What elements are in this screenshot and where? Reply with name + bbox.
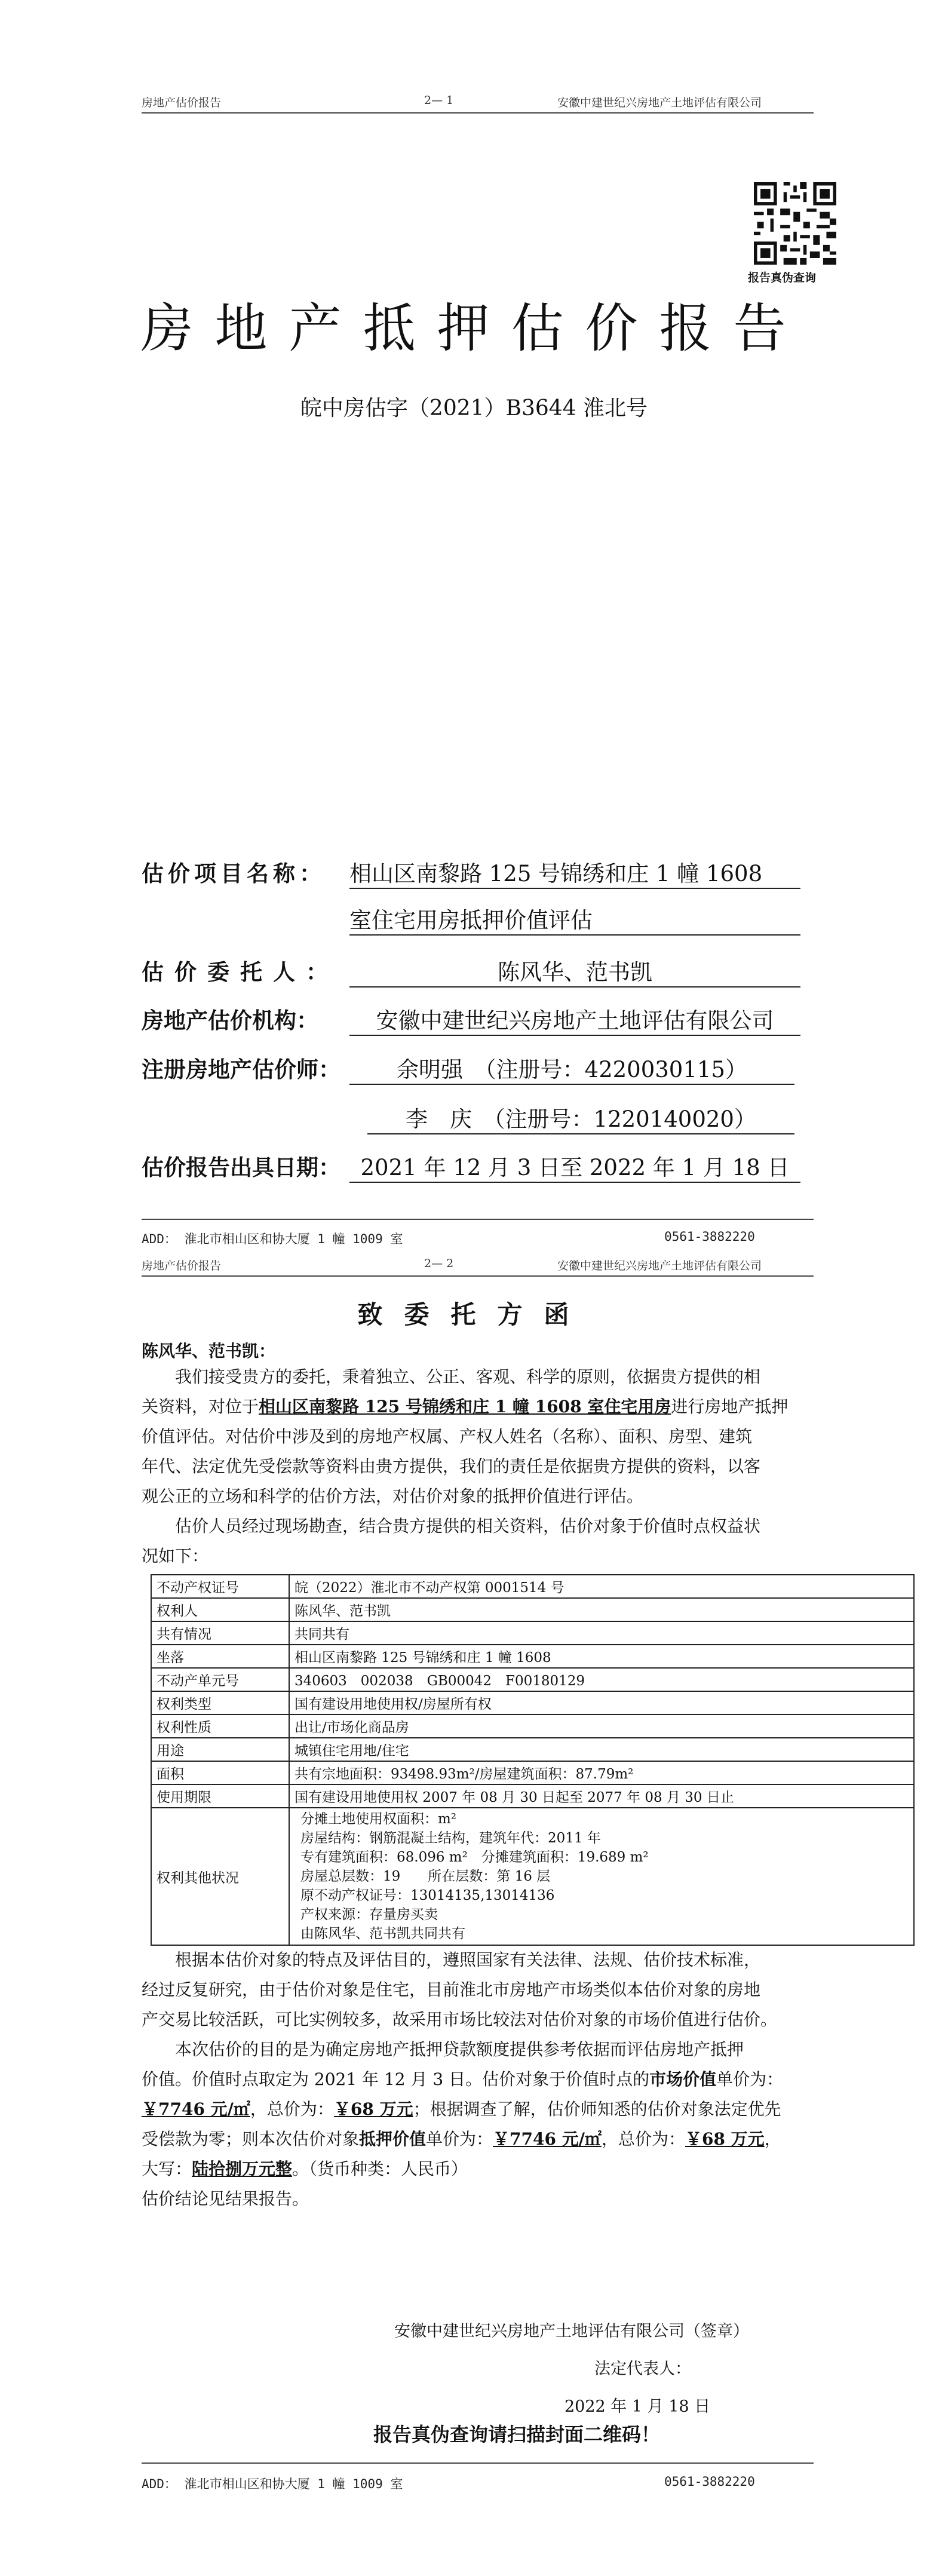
- mortgage-unit-price: ￥7746 元/㎡: [493, 2129, 602, 2149]
- table-key: 坐落: [151, 1645, 289, 1668]
- table-value: 340603 002038 GB00042 F00180129: [289, 1668, 914, 1691]
- table-row: [151, 1784, 914, 1808]
- para4-line4: 受偿款为零；则本次估价对象抵押价值单价为：￥7746 元/㎡，总价为：￥68 万元，: [142, 2129, 781, 2149]
- header-rule: [142, 112, 814, 114]
- table-value: 陈风华、范书凯: [289, 1598, 914, 1621]
- table-key: 不动产权证号: [151, 1575, 289, 1598]
- other-status-line: 原不动产权证号：13014135,13014136: [300, 1888, 555, 1903]
- appraiser-label: 注册房地产估价师：: [142, 1056, 340, 1082]
- footer-address: ADD： 淮北市相山区和协大厦 1 幢 1009 室: [142, 2477, 403, 2491]
- table-row: [151, 1598, 914, 1621]
- letter-paragraph-3: [142, 1945, 814, 2214]
- table-value: 皖（2022）淮北市不动产权第 0001514 号: [289, 1575, 914, 1598]
- para4-line5: 大写：陆拾捌万元整。（货币种类：人民币）: [142, 2159, 468, 2179]
- table-key: 用途: [151, 1738, 289, 1761]
- para1-line4: 年代、法定优先受偿款等资料由贵方提供，我们的责任是依据贵方提供的资料，以客: [142, 1456, 761, 1476]
- other-status-line: 分摊土地使用权面积：m²: [300, 1811, 457, 1827]
- para3-line3: 产交易比较活跃，可比实例较多，故采用市场比较法对估价对象的市场价值进行估价。: [142, 2010, 778, 2029]
- letter-paragraph-1: [142, 1362, 814, 1571]
- table-key: 共有情况: [151, 1621, 289, 1645]
- table-value: 共同共有: [289, 1621, 914, 1645]
- table-row: [151, 1621, 914, 1645]
- table-key: 不动产单元号: [151, 1668, 289, 1691]
- issue-date-value: 2021 年 12 月 3 日至 2022 年 1 月 18 日: [349, 1149, 800, 1183]
- agency-value: 安徽中建世纪兴房地产土地评估有限公司: [349, 1002, 800, 1036]
- report-title: 房地产抵押估价报告: [140, 298, 808, 359]
- market-value-label: 市场价值: [649, 2069, 717, 2089]
- table-row: [151, 1715, 914, 1738]
- issue-date-label: 估价报告出具日期：: [142, 1154, 340, 1180]
- table-row: [151, 1761, 914, 1784]
- para5: 估价结论见结果报告。: [142, 2189, 309, 2209]
- letter-title: 致委托方函: [357, 1300, 591, 1329]
- other-status-line: 专有建筑面积：68.096 m² 分摊建筑面积：19.689 m²: [300, 1850, 649, 1865]
- para1-line1: 我们接受贵方的委托，秉着独立、公正、客观、科学的原则，依据贵方提供的相: [175, 1367, 761, 1387]
- property-address: 相山区南黎路 125 号锦绣和庄 1 幢 1608 室住宅用房: [259, 1397, 671, 1416]
- table-value: 出让/市场化商品房: [289, 1715, 914, 1738]
- table-row: [151, 1738, 914, 1761]
- table-value: 国有建设用地使用权/房屋所有权: [289, 1691, 914, 1715]
- footer-rule: [142, 1219, 814, 1220]
- signature-company: 安徽中建世纪兴房地产土地评估有限公司（签章）: [394, 2322, 749, 2341]
- para4-line3: ￥7746 元/㎡，总价为：￥68 万元；根据调查了解，估价师知悉的估价对象法定优先: [142, 2099, 781, 2119]
- header-left: 房地产估价报告: [142, 1259, 222, 1272]
- table-key: 面积: [151, 1761, 289, 1784]
- table-value: 国有建设用地使用权 2007 年 08 月 30 日起至 2077 年 08 月 30 日止: [289, 1784, 914, 1808]
- rights-table: [151, 1574, 915, 1946]
- table-value: 共有宗地面积：93498.93m²/房屋建筑面积：87.79m²: [289, 1761, 914, 1784]
- appraiser-2: 李 庆 （注册号：1220140020）: [367, 1101, 794, 1134]
- table-row-other-status: [151, 1808, 914, 1945]
- para1-line3: 价值评估。对估价中涉及到的房地产权属、产权人姓名（名称）、面积、房型、建筑: [142, 1427, 753, 1446]
- table-row: [151, 1668, 914, 1691]
- para1-line5: 观公正的立场和科学的估价方法，对估价对象的抵押价值进行评估。: [142, 1486, 644, 1506]
- para2-line2: 况如下：: [142, 1546, 209, 1566]
- other-status-line: 房屋结构：钢筋混凝土结构，建筑年代：2011 年: [300, 1830, 601, 1846]
- para4-line2: 价值。价值时点取定为 2021 年 12 月 3 日。估价对象于价值时点的市场价值单价为：: [142, 2069, 784, 2089]
- table-value: 城镇住宅用地/住宅: [289, 1738, 914, 1761]
- footer-address: ADD： 淮北市相山区和协大厦 1 幢 1009 室: [142, 1232, 403, 1246]
- table-key: 权利类型: [151, 1691, 289, 1715]
- project-name-label: 估价项目名称：: [142, 860, 326, 887]
- verify-notice: 报告真伪查询请扫描封面二维码！: [373, 2423, 661, 2446]
- agency-label: 房地产估价机构：: [142, 1007, 318, 1034]
- salutation: 陈风华、范书凯：: [142, 1341, 276, 1361]
- client-value: 陈风华、范书凯: [349, 954, 800, 988]
- footer-phone: 0561-3882220: [664, 2474, 755, 2489]
- signature-date: 2022 年 1 月 18 日: [564, 2397, 711, 2416]
- table-key: 权利其他状况: [151, 1808, 289, 1945]
- table-key: 使用期限: [151, 1784, 289, 1808]
- header-page-number: 2— 2: [424, 1257, 454, 1270]
- mortgage-total-price: ￥68 万元: [685, 2129, 765, 2149]
- footer-phone: 0561-3882220: [664, 1229, 755, 1244]
- table-value-other-status: [289, 1808, 914, 1945]
- market-total-price: ￥68 万元: [333, 2099, 413, 2119]
- table-value: 相山区南黎路 125 号锦绣和庄 1 幢 1608: [289, 1645, 914, 1668]
- table-key: 权利性质: [151, 1715, 289, 1738]
- header-company: 安徽中建世纪兴房地产土地评估有限公司: [557, 96, 762, 109]
- qr-code-icon[interactable]: [754, 182, 836, 265]
- client-label: 估价委托人：: [142, 959, 339, 985]
- market-unit-price: ￥7746 元/㎡: [142, 2099, 250, 2119]
- para3-line1: 根据本估价对象的特点及评估目的，遵照国家有关法律、法规、估价技术标准，: [175, 1950, 761, 1970]
- report-number: 皖中房估字（2021）B3644 淮北号: [300, 396, 648, 421]
- other-status-line: 由陈风华、范书凯共同共有: [300, 1926, 465, 1942]
- amount-in-words: 陆拾捌万元整: [192, 2159, 293, 2179]
- para3-line2: 经过反复研究，由于估价对象是住宅，目前淮北市房地产市场类似本估价对象的房地: [142, 1980, 761, 2000]
- para4-line1: 本次估价的目的是为确定房地产抵押贷款额度提供参考依据而评估房地产抵押: [175, 2040, 744, 2059]
- table-key: 权利人: [151, 1598, 289, 1621]
- table-row: [151, 1691, 914, 1715]
- table-row: [151, 1575, 914, 1598]
- qr-caption: 报告真伪查询: [748, 271, 817, 284]
- header-page-number: 2— 1: [424, 94, 454, 107]
- project-name-value-line2: 室住宅用房抵押价值评估: [349, 902, 800, 936]
- para2-line1: 估价人员经过现场勘查，结合贵方提供的相关资料，估价对象于价值时点权益状: [175, 1516, 761, 1536]
- header-rule: [142, 1275, 814, 1277]
- header-company: 安徽中建世纪兴房地产土地评估有限公司: [557, 1259, 762, 1272]
- mortgage-value-label: 抵押价值: [359, 2129, 427, 2149]
- appraiser-1: 余明强 （注册号：4220030115）: [349, 1051, 794, 1085]
- signature-legal-rep: 法定代表人：: [594, 2360, 691, 2378]
- para1-line2: 关资料，对位于相山区南黎路 125 号锦绣和庄 1 幢 1608 室住宅用房进行房地产抵押: [142, 1397, 789, 1416]
- project-name-value: 相山区南黎路 125 号锦绣和庄 1 幢 1608: [349, 855, 800, 889]
- other-status-line: 产权来源：存量房买卖: [300, 1907, 438, 1922]
- table-row: [151, 1645, 914, 1668]
- other-status-line: 房屋总层数：19 所在层数：第 16 层: [300, 1869, 551, 1884]
- footer-rule: [142, 2462, 814, 2464]
- header-left: 房地产估价报告: [142, 96, 222, 109]
